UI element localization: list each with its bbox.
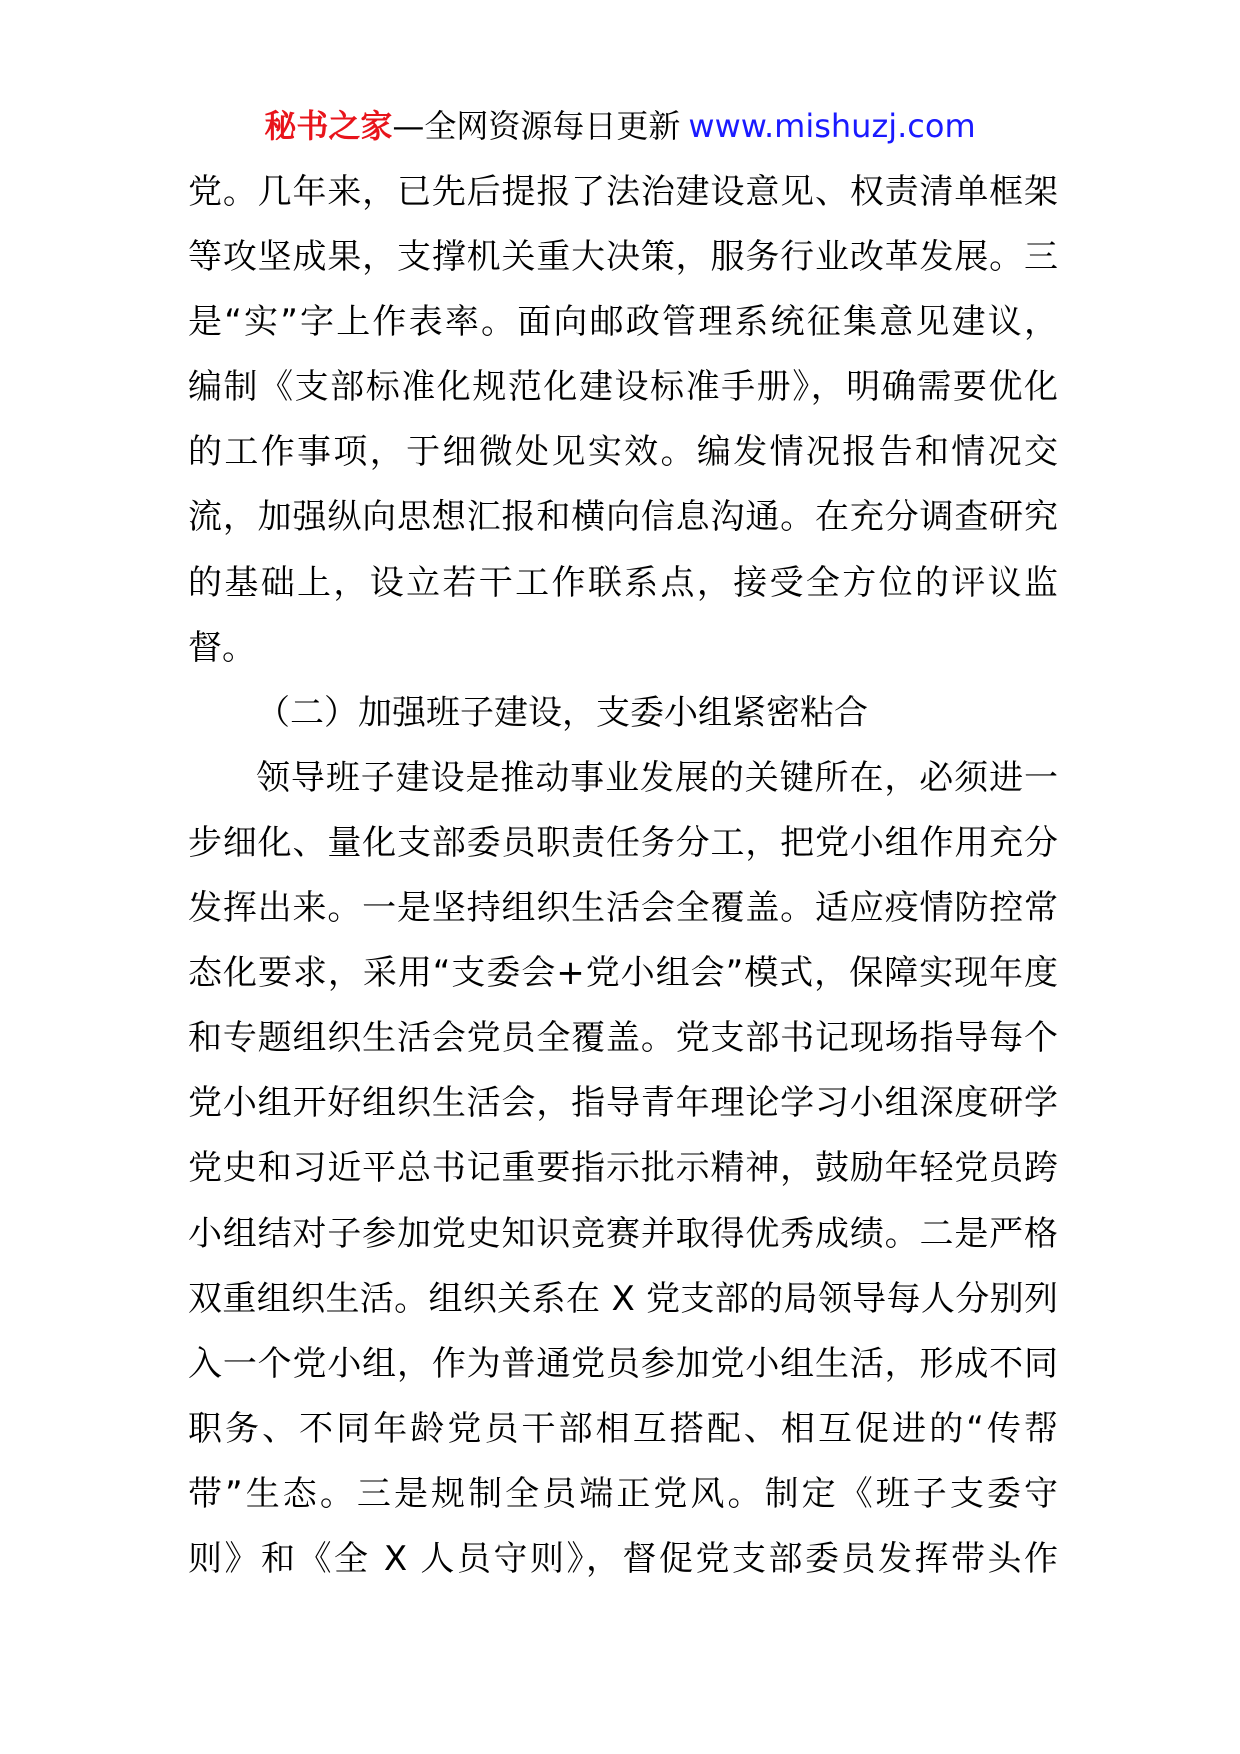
- body-line: 党。几年来，已先后提报了法治建设意见、权责清单框架: [188, 172, 1058, 212]
- body-line: 流，加强纵向思想汇报和横向信息沟通。在充分调查研究: [188, 497, 1058, 538]
- body-line: 党史和习近平总书记重要指示批示精神，鼓励年轻党员跨: [188, 1148, 1058, 1189]
- body-line: 和专题组织生活会党员全覆盖。党支部书记现场指导每个: [188, 1018, 1058, 1059]
- body-line: 党小组开好组织生活会，指导青年理论学习小组深度研学: [188, 1083, 1058, 1124]
- body-line: 是“实”字上作表率。面向邮政管理系统征集意见建议，: [188, 302, 1058, 343]
- site-watermark-header: [0, 104, 1240, 148]
- body-line: 入一个党小组，作为普通党员参加党小组生活，形成不同: [188, 1343, 1058, 1384]
- body-line: 双重组织生活。组织关系在 X 党支部的局领导每人分别列: [188, 1278, 1058, 1319]
- section-heading: （二）加强班子建设，支委小组紧密粘合: [256, 692, 868, 733]
- body-line: 等攻坚成果，支撑机关重大决策，服务行业改革发展。三: [188, 237, 1058, 278]
- document-body: [188, 160, 1058, 1592]
- body-line: 编制《支部标准化规范化建设标准手册》，明确需要优化: [188, 367, 1058, 408]
- body-line: 带”生态。三是规制全员端正党风。制定《班子支委守: [188, 1473, 1058, 1514]
- site-brand: 秘书之家: [264, 107, 393, 145]
- body-line: 步细化、量化支部委员职责任务分工，把党小组作用充分: [188, 822, 1058, 863]
- body-line: 领导班子建设是推动事业发展的关键所在，必须进一: [256, 757, 1058, 798]
- site-url: www.mishuzj.com: [688, 107, 976, 145]
- body-line: 态化要求，采用“支委会+党小组会”模式，保障实现年度: [188, 953, 1058, 994]
- body-line: 则》和《全 X 人员守则》，督促党支部委员发挥带头作: [188, 1538, 1058, 1579]
- body-line: 督。: [188, 627, 256, 668]
- site-tagline: —全网资源每日更新: [392, 107, 681, 145]
- body-line: 职务、不同年龄党员干部相互搭配、相互促进的“传帮: [188, 1408, 1058, 1449]
- body-line: 小组结对子参加党史知识竞赛并取得优秀成绩。二是严格: [188, 1213, 1058, 1254]
- body-line: 的基础上，设立若干工作联系点，接受全方位的评议监: [188, 562, 1058, 603]
- body-line: 的工作事项，于细微处见实效。编发情况报告和情况交: [188, 432, 1058, 473]
- body-line: 发挥出来。一是坚持组织生活会全覆盖。适应疫情防控常: [188, 888, 1058, 929]
